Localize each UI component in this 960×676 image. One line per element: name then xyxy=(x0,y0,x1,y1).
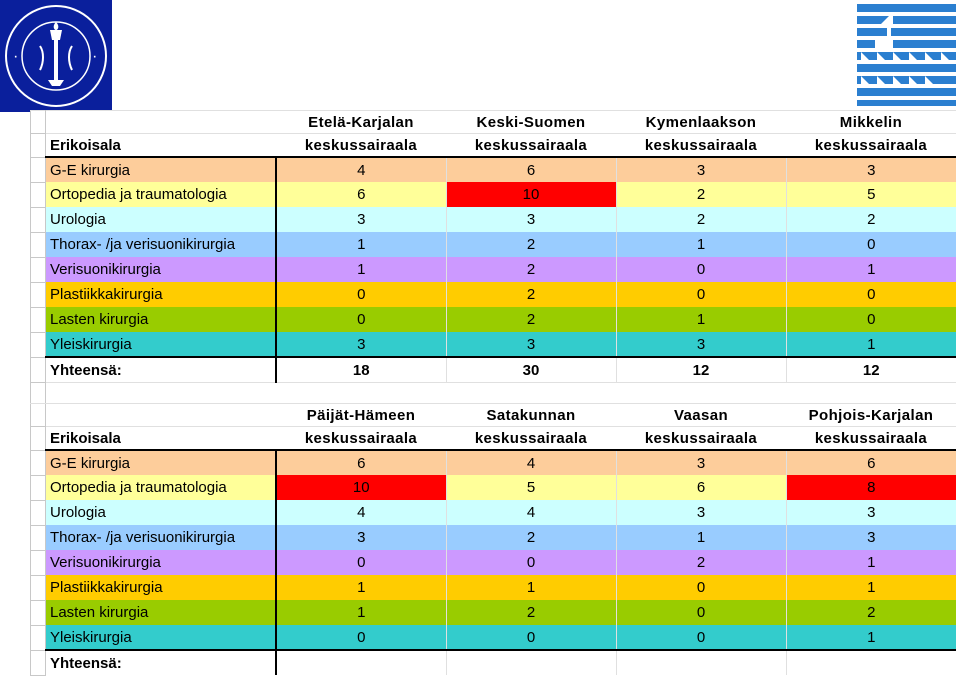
row-gutter xyxy=(31,550,46,575)
value-cell: 2 xyxy=(786,207,956,232)
table-row xyxy=(31,450,957,475)
table-row xyxy=(31,500,957,525)
row-gutter xyxy=(31,575,46,600)
total-value xyxy=(446,650,616,675)
header-label: Erikoisala xyxy=(46,134,277,158)
value-cell: 1 xyxy=(786,550,956,575)
blank-cell xyxy=(616,383,786,404)
row-label: Ortopedia ja traumatologia xyxy=(46,475,277,500)
row-label: Yleiskirurgia xyxy=(46,625,277,650)
value-cell: 2 xyxy=(446,257,616,282)
column-header-line2: keskussairaala xyxy=(786,134,956,158)
value-cell: 1 xyxy=(276,232,446,257)
value-cell: 0 xyxy=(276,282,446,307)
value-cell: 1 xyxy=(786,575,956,600)
university-seal-logo xyxy=(0,0,112,112)
row-label: G-E kirurgia xyxy=(46,450,277,475)
value-cell: 10 xyxy=(276,475,446,500)
row-gutter xyxy=(31,157,46,182)
row-label: Plastiikkakirurgia xyxy=(46,575,277,600)
column-header-line2: keskussairaala xyxy=(786,427,956,451)
row-gutter xyxy=(31,182,46,207)
total-value: 12 xyxy=(616,357,786,383)
row-label: Thorax- /ja verisuonikirurgia xyxy=(46,232,277,257)
value-cell: 2 xyxy=(786,600,956,625)
row-gutter xyxy=(31,500,46,525)
value-cell: 5 xyxy=(786,182,956,207)
row-label: Thorax- /ja verisuonikirurgia xyxy=(46,525,277,550)
blank-cell xyxy=(446,383,616,404)
row-gutter xyxy=(31,600,46,625)
table2-total-row xyxy=(31,650,957,675)
value-cell: 1 xyxy=(786,332,956,357)
value-cell: 5 xyxy=(446,475,616,500)
table-row xyxy=(31,332,957,357)
blank-cell xyxy=(276,383,446,404)
value-cell: 0 xyxy=(276,550,446,575)
value-cell: 4 xyxy=(276,500,446,525)
row-label: Yleiskirurgia xyxy=(46,332,277,357)
row-gutter xyxy=(31,427,46,451)
row-gutter xyxy=(31,404,46,427)
row-gutter xyxy=(31,332,46,357)
value-cell: 0 xyxy=(786,282,956,307)
total-value xyxy=(276,650,446,675)
value-cell: 2 xyxy=(446,307,616,332)
value-cell: 0 xyxy=(616,600,786,625)
value-cell: 2 xyxy=(446,232,616,257)
column-header-line2: keskussairaala xyxy=(276,134,446,158)
row-gutter xyxy=(31,625,46,650)
value-cell: 3 xyxy=(616,332,786,357)
column-header-line1: Pohjois-Karjalan xyxy=(786,404,956,427)
value-cell: 0 xyxy=(616,575,786,600)
value-cell: 2 xyxy=(616,550,786,575)
value-cell: 2 xyxy=(616,207,786,232)
value-cell: 3 xyxy=(786,157,956,182)
value-cell: 3 xyxy=(446,332,616,357)
row-gutter xyxy=(31,525,46,550)
value-cell: 1 xyxy=(276,257,446,282)
total-value: 30 xyxy=(446,357,616,383)
table1-header-row-2 xyxy=(31,134,957,158)
row-gutter xyxy=(31,282,46,307)
table1-header-row-1 xyxy=(31,111,957,134)
table-row xyxy=(31,157,957,182)
value-cell: 0 xyxy=(616,282,786,307)
table-row xyxy=(31,307,957,332)
row-label: G-E kirurgia xyxy=(46,157,277,182)
total-value: 18 xyxy=(276,357,446,383)
value-cell: 1 xyxy=(786,625,956,650)
value-cell: 0 xyxy=(616,625,786,650)
table-row xyxy=(31,625,957,650)
value-cell: 1 xyxy=(616,232,786,257)
column-header-line2: keskussairaala xyxy=(616,134,786,158)
value-cell: 3 xyxy=(616,500,786,525)
table-row xyxy=(31,207,957,232)
total-value xyxy=(616,650,786,675)
table-row xyxy=(31,600,957,625)
column-header-line1: Satakunnan xyxy=(446,404,616,427)
value-cell: 3 xyxy=(616,157,786,182)
header-label: Erikoisala xyxy=(46,427,277,451)
row-gutter xyxy=(31,134,46,158)
row-label: Ortopedia ja traumatologia xyxy=(46,182,277,207)
value-cell: 0 xyxy=(786,232,956,257)
value-cell: 6 xyxy=(786,450,956,475)
spreadsheet xyxy=(30,110,956,676)
table-row xyxy=(31,257,957,282)
value-cell: 3 xyxy=(276,525,446,550)
header-empty xyxy=(46,404,277,427)
blank-cell xyxy=(46,383,277,404)
column-header-line1: Päijät-Hämeen xyxy=(276,404,446,427)
value-cell: 6 xyxy=(616,475,786,500)
table-row xyxy=(31,282,957,307)
table-row xyxy=(31,550,957,575)
value-cell: 2 xyxy=(446,525,616,550)
table-row xyxy=(31,475,957,500)
hospital-logo xyxy=(853,0,960,108)
row-label: Lasten kirurgia xyxy=(46,307,277,332)
row-label: Urologia xyxy=(46,500,277,525)
row-gutter xyxy=(31,383,46,404)
row-gutter xyxy=(31,207,46,232)
value-cell: 3 xyxy=(276,332,446,357)
hospital-table xyxy=(30,110,956,676)
column-header-line2: keskussairaala xyxy=(276,427,446,451)
value-cell: 6 xyxy=(276,182,446,207)
blank-row xyxy=(31,383,957,404)
value-cell: 10 xyxy=(446,182,616,207)
total-value xyxy=(786,650,956,675)
value-cell: 3 xyxy=(276,207,446,232)
value-cell: 2 xyxy=(446,282,616,307)
blank-cell xyxy=(786,383,956,404)
column-header-line2: keskussairaala xyxy=(616,427,786,451)
row-label: Plastiikkakirurgia xyxy=(46,282,277,307)
value-cell: 1 xyxy=(276,575,446,600)
table2-header-row-2 xyxy=(31,427,957,451)
value-cell: 3 xyxy=(616,450,786,475)
total-label: Yhteensä: xyxy=(46,357,277,383)
column-header-line1: Mikkelin xyxy=(786,111,956,134)
row-label: Verisuonikirurgia xyxy=(46,257,277,282)
value-cell: 8 xyxy=(786,475,956,500)
value-cell: 1 xyxy=(786,257,956,282)
row-gutter xyxy=(31,450,46,475)
value-cell: 3 xyxy=(786,500,956,525)
table2-header-row-1 xyxy=(31,404,957,427)
total-label: Yhteensä: xyxy=(46,650,277,675)
value-cell: 1 xyxy=(446,575,616,600)
value-cell: 0 xyxy=(446,550,616,575)
row-gutter xyxy=(31,357,46,383)
value-cell: 1 xyxy=(616,525,786,550)
table-row xyxy=(31,525,957,550)
row-gutter xyxy=(31,650,46,675)
total-value: 12 xyxy=(786,357,956,383)
header-empty xyxy=(46,111,277,134)
value-cell: 6 xyxy=(446,157,616,182)
column-header-line1: Vaasan xyxy=(616,404,786,427)
value-cell: 4 xyxy=(446,450,616,475)
value-cell: 0 xyxy=(786,307,956,332)
value-cell: 0 xyxy=(616,257,786,282)
value-cell: 0 xyxy=(446,625,616,650)
table-row xyxy=(31,232,957,257)
row-gutter xyxy=(31,111,46,134)
column-header-line2: keskussairaala xyxy=(446,427,616,451)
svg-text:·: · xyxy=(14,53,18,63)
value-cell: 2 xyxy=(616,182,786,207)
value-cell: 2 xyxy=(446,600,616,625)
row-label: Verisuonikirurgia xyxy=(46,550,277,575)
column-header-line2: keskussairaala xyxy=(446,134,616,158)
column-header-line1: Keski-Suomen xyxy=(446,111,616,134)
row-label: Lasten kirurgia xyxy=(46,600,277,625)
row-gutter xyxy=(31,257,46,282)
table1-total-row xyxy=(31,357,957,383)
table-row xyxy=(31,182,957,207)
row-label: Urologia xyxy=(46,207,277,232)
value-cell: 0 xyxy=(276,307,446,332)
value-cell: 0 xyxy=(276,625,446,650)
value-cell: 1 xyxy=(616,307,786,332)
row-gutter xyxy=(31,232,46,257)
column-header-line1: Etelä-Karjalan xyxy=(276,111,446,134)
value-cell: 6 xyxy=(276,450,446,475)
column-header-line1: Kymenlaakson xyxy=(616,111,786,134)
row-gutter xyxy=(31,475,46,500)
row-gutter xyxy=(31,307,46,332)
value-cell: 1 xyxy=(276,600,446,625)
svg-text:·: · xyxy=(93,53,97,63)
value-cell: 4 xyxy=(276,157,446,182)
value-cell: 4 xyxy=(446,500,616,525)
value-cell: 3 xyxy=(786,525,956,550)
table-row xyxy=(31,575,957,600)
value-cell: 3 xyxy=(446,207,616,232)
